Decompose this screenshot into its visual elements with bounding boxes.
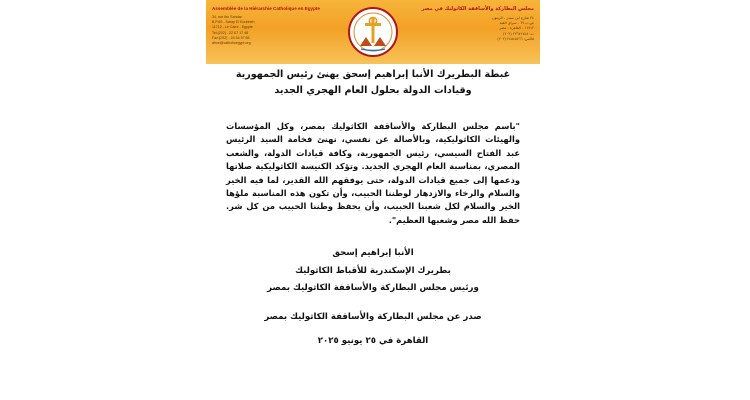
church-seal-icon [347,6,399,58]
letter-content [206,66,540,348]
address-line: 11712 - Le Caire - Egypte [212,25,253,30]
letterhead-banner [206,0,540,64]
address-french [212,15,332,46]
letter-page [206,0,540,400]
headline-line-1: غبطة البطريرك الأنبا إبراهيم إسحق يهنئ رئيس الجمهورية [235,69,511,80]
date-line: القاهرة في ٢٥ يونيو ٢٠٢٥ [317,336,429,347]
address-line: ١١٧١٢ - القاهرة - مصر [499,26,534,31]
address-line: ص.ب ٦٩ - سراي القبة [499,21,534,26]
org-name-arabic: مجلس البطاركة والأساقفة الكاثوليك في مصر [421,6,534,12]
signature-block [206,247,540,296]
address-line: 34, rue Ibn Sandar [212,15,242,19]
signatory-name: الأنبا إبراهيم إسحق [332,248,414,259]
signatory-title-2: ورئيس مجلس البطاركة والأساقفة الكاثوليك بمصر [267,283,479,294]
address-line: Fax:(202) - 24 54 57 66 [212,35,250,40]
org-name-french: Assemblée de la Hiérarchie Catholique en Egypte [212,6,320,11]
letterhead-arabic-block [416,6,534,42]
address-line: B.P.69 - Saray El Koubbeh [212,20,255,25]
address-line: فاكس: ٢٤٥٤٥٧٦٦ (٢٠٢) [497,36,534,41]
address-line: ahce@catholicegypt.org [212,41,251,46]
issued-by-line: صدر عن مجلس البطاركة والأساقفة الكاثوليك بمصر [264,312,482,323]
address-line: ٣٤ شارع ابن سندر - الزيتون [492,16,534,20]
address-line: Tel:(202) - 22 67 17 48 [212,30,249,35]
letterhead-french-block [212,6,332,46]
headline-line-2: وقيادات الدولة بحلول العام الهجري الجديد [274,85,472,96]
statement-paragraph: "باسم مجلس البطاركة والأساقفة الكاثوليك بمصر، وكل المؤسسات والهيئات الكاثوليكية، وبالأصالة عن نفسي، نهنئ فخامة السيد الرئيس عبد الفتاح السيسي، رئيس الجمهورية، وكافة قيادات الدولة، والشعب المصري، بمناسبة العام الهجري الجديد. وتؤكد الكنيسة الكاثوليكية صلاتها ودعمها إلى جميع قيادات الدولة، حتى يوفقهم الله القدير، لما فيه الخير والسلام والرخاء والازدهار لوطننا الحبيب، وأن تكون هذه المناسبة ملؤها الخير والسلام لكل شعبنا الحبيب، وأن يحفظ وطننا الحبيب من كل شر. حفظ الله مصر وشعبها العظيم". [226,121,520,225]
address-arabic [416,16,534,42]
signatory-title-1: بطريرك الإسكندرية للأقباط الكاثوليك [295,265,451,276]
address-line: ت: ٢٢٦٧١٧٤٨ (٢٠٢) [503,31,534,36]
